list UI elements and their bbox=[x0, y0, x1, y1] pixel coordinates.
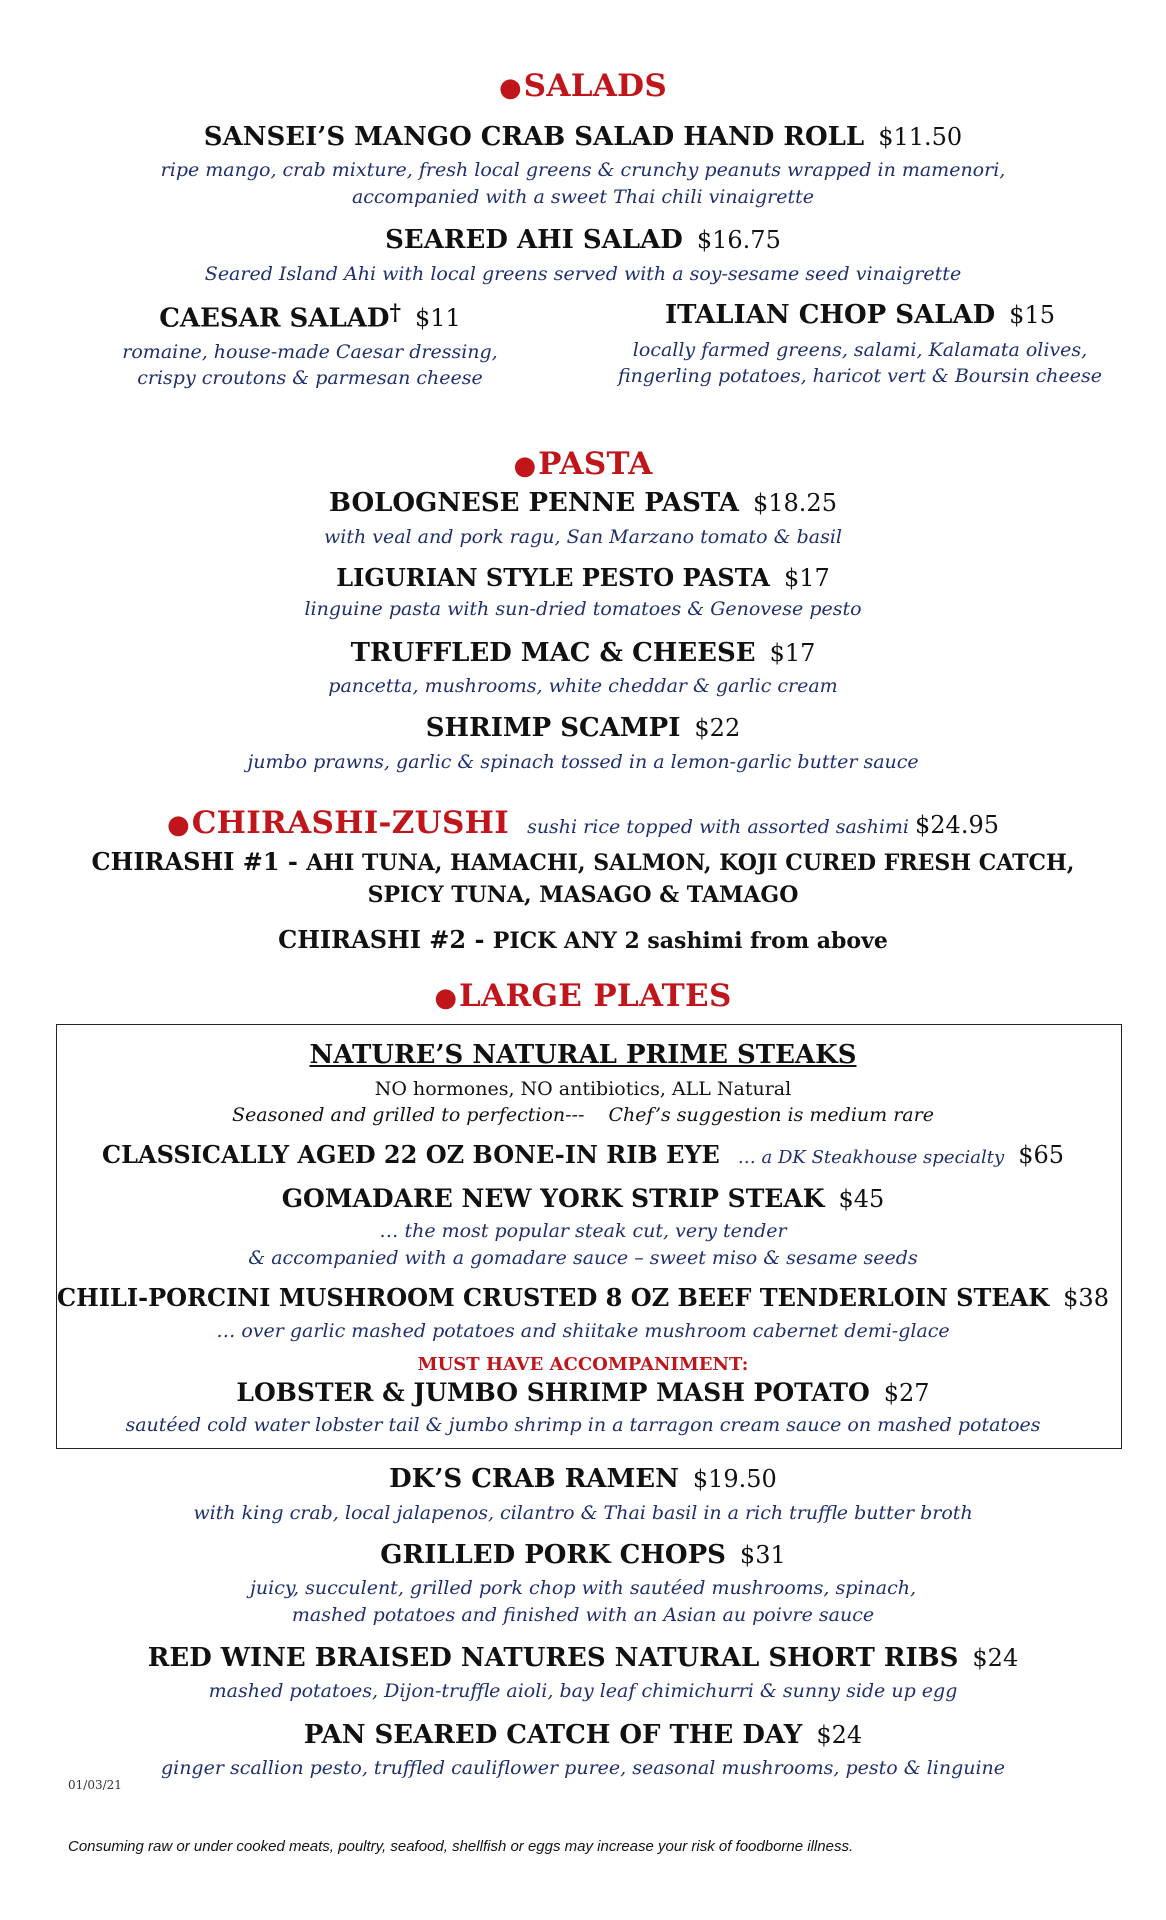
item-price: $65 bbox=[1018, 1141, 1065, 1169]
section-heading-chirashi bbox=[0, 805, 1166, 841]
dagger-icon: † bbox=[389, 300, 401, 326]
item-name: CHILI-PORCINI MUSHROOM CRUSTED 8 OZ BEEF TENDERLOIN STEAK bbox=[57, 1283, 1050, 1312]
item-name: GOMADARE NEW YORK STRIP STEAK bbox=[281, 1184, 825, 1213]
section-title: CHIRASHI-ZUSHI bbox=[191, 805, 510, 841]
section-title: LARGE PLATES bbox=[459, 978, 732, 1014]
item-price: $19.50 bbox=[692, 1465, 777, 1493]
menu-item-mac-cheese bbox=[0, 638, 1166, 668]
section-title: SALADS bbox=[523, 68, 668, 104]
steaks-subtitle: NO hormones, NO antibiotics, ALL Natural bbox=[374, 1078, 792, 1100]
bullet-icon: ● bbox=[434, 983, 458, 1013]
health-disclaimer: Consuming raw or under cooked meats, poultry, seafood, shellfish or eggs may increase your risk of foodborne illness. bbox=[68, 1838, 854, 1855]
item-name: BOLOGNESE PENNE PASTA bbox=[329, 488, 739, 518]
item-price: $27 bbox=[883, 1379, 930, 1407]
item-price: $17 bbox=[769, 639, 816, 667]
menu-item-lobster-mash bbox=[0, 1378, 1166, 1407]
item-name: CLASSICALLY AGED 22 OZ BONE-IN RIB EYE bbox=[101, 1140, 720, 1169]
item-description: linguine pasta with sun-dried tomatoes & Genovese pesto bbox=[304, 598, 862, 620]
menu-item-shrimp-scampi bbox=[0, 713, 1166, 743]
chirashi-one-items-cont: SPICY TUNA, MASAGO & TAMAGO bbox=[367, 882, 799, 908]
item-price: $18.25 bbox=[752, 489, 837, 517]
item-description: mashed potatoes and finished with an Asian au poivre sauce bbox=[291, 1604, 875, 1626]
item-description: sautéed cold water lobster tail & jumbo shrimp in a tarragon cream sauce on mashed potatoes bbox=[125, 1414, 1041, 1436]
item-price: $22 bbox=[694, 714, 741, 742]
item-name: DK’S CRAB RAMEN bbox=[389, 1464, 679, 1494]
item-description: ripe mango, crab mixture, fresh local greens & crunchy peanuts wrapped in mamenori, bbox=[160, 159, 1006, 181]
menu-item-pesto bbox=[0, 563, 1166, 592]
item-description: ginger scallion pesto, truffled cauliflower puree, seasonal mushrooms, pesto & linguine bbox=[160, 1757, 1006, 1779]
section-title: PASTA bbox=[538, 446, 653, 482]
item-price: $11.50 bbox=[878, 123, 963, 151]
menu-item-caesar bbox=[90, 300, 530, 333]
steaks-title bbox=[0, 1040, 1166, 1070]
must-have-label bbox=[0, 1354, 1166, 1375]
chirashi-description: sushi rice topped with assorted sashimi bbox=[527, 816, 910, 838]
chirashi-one-label: CHIRASHI #1 - bbox=[91, 847, 298, 876]
steaks-heading: NATURE’S NATURAL PRIME STEAKS bbox=[309, 1040, 857, 1070]
chirashi-one-items-line2 bbox=[0, 878, 1166, 911]
chirashi-two bbox=[0, 924, 1166, 957]
menu-item-ny-strip bbox=[0, 1184, 1166, 1213]
item-price: $16.75 bbox=[696, 226, 781, 254]
item-name: CAESAR SALAD bbox=[159, 303, 390, 334]
item-name: ITALIAN CHOP SALAD bbox=[665, 300, 996, 330]
item-name: LOBSTER & JUMBO SHRIMP MASH POTATO bbox=[236, 1378, 870, 1407]
menu-item-rib-eye bbox=[0, 1140, 1166, 1169]
menu-item-bolognese bbox=[0, 488, 1166, 518]
chirashi-one bbox=[0, 846, 1166, 879]
item-name: SEARED AHI SALAD bbox=[385, 225, 683, 255]
section-heading-salads bbox=[0, 68, 1166, 104]
menu-item-short-ribs bbox=[0, 1643, 1166, 1673]
chirashi-two-items: PICK ANY 2 sashimi from above bbox=[492, 928, 888, 954]
menu-item-crab-ramen bbox=[0, 1464, 1166, 1494]
chirashi-price: $24.95 bbox=[915, 811, 999, 839]
bullet-icon: ● bbox=[167, 810, 190, 840]
item-description: crispy croutons & parmesan cheese bbox=[137, 367, 483, 389]
item-description: … the most popular steak cut, very tender bbox=[379, 1220, 787, 1242]
item-price: $11 bbox=[414, 304, 461, 333]
menu-item-catch-of-day bbox=[0, 1720, 1166, 1750]
item-description: with veal and pork ragu, San Marzano tomato & basil bbox=[324, 526, 842, 548]
item-description: juicy, succulent, grilled pork chop with sautéed mushrooms, spinach, bbox=[249, 1577, 916, 1599]
item-description: Seared Island Ahi with local greens served with a soy-sesame seed vinaigrette bbox=[204, 263, 962, 285]
item-price: $24 bbox=[816, 1721, 863, 1749]
item-description: with king crab, local jalapenos, cilantro & Thai basil in a rich truffle butter broth bbox=[193, 1502, 973, 1524]
menu-item-mango-crab bbox=[0, 122, 1166, 152]
must-have-text: MUST HAVE ACCOMPANIMENT: bbox=[417, 1354, 749, 1375]
item-name: PAN SEARED CATCH OF THE DAY bbox=[303, 1720, 803, 1750]
item-description: … over garlic mashed potatoes and shiitake mushroom cabernet demi-glace bbox=[216, 1320, 950, 1342]
item-name: RED WINE BRAISED NATURES NATURAL SHORT RIBS bbox=[147, 1643, 959, 1673]
item-name: LIGURIAN STYLE PESTO PASTA bbox=[336, 563, 770, 592]
item-name: SHRIMP SCAMPI bbox=[425, 713, 681, 743]
item-name: SANSEI’S MANGO CRAB SALAD HAND ROLL bbox=[203, 122, 865, 152]
item-description: pancetta, mushrooms, white cheddar & garlic cream bbox=[328, 675, 838, 697]
item-price: $24 bbox=[972, 1644, 1019, 1672]
menu-date: 01/03/21 bbox=[68, 1778, 122, 1792]
item-price: $17 bbox=[783, 564, 830, 592]
bullet-icon: ● bbox=[498, 73, 522, 103]
menu-item-pork-chops bbox=[0, 1540, 1166, 1570]
item-description: & accompanied with a gomadare sauce – sweet miso & sesame seeds bbox=[248, 1247, 918, 1269]
menu-item-seared-ahi bbox=[0, 225, 1166, 255]
item-price: $38 bbox=[1063, 1284, 1109, 1312]
item-name: GRILLED PORK CHOPS bbox=[380, 1540, 726, 1570]
chirashi-two-label: CHIRASHI #2 - bbox=[278, 925, 485, 954]
item-price: $45 bbox=[838, 1185, 885, 1213]
item-description: locally farmed greens, salami, Kalamata olives, bbox=[632, 339, 1088, 361]
steaks-subtitle-2: Seasoned and grilled to perfection--- Chef’s suggestion is medium rare bbox=[232, 1104, 934, 1126]
menu-item-tenderloin bbox=[0, 1283, 1166, 1312]
item-price: $31 bbox=[739, 1541, 786, 1569]
item-price: $15 bbox=[1009, 301, 1055, 329]
item-description: romaine, house-made Caesar dressing, bbox=[122, 341, 498, 363]
item-description: accompanied with a sweet Thai chili vinaigrette bbox=[351, 186, 815, 208]
menu-item-italian-chop bbox=[600, 300, 1120, 330]
section-heading-large-plates bbox=[0, 978, 1166, 1014]
item-name: TRUFFLED MAC & CHEESE bbox=[350, 638, 756, 668]
item-description: fingerling potatoes, haricot vert & Boursin cheese bbox=[617, 365, 1103, 387]
item-description: jumbo prawns, garlic & spinach tossed in a lemon-garlic butter sauce bbox=[247, 751, 919, 773]
bullet-icon: ● bbox=[513, 451, 537, 481]
item-description: mashed potatoes, Dijon-truffle aioli, bay leaf chimichurri & sunny side up egg bbox=[208, 1680, 958, 1702]
item-note: … a DK Steakhouse specialty bbox=[737, 1147, 1005, 1168]
section-heading-pasta bbox=[0, 446, 1166, 482]
chirashi-one-items: AHI TUNA, HAMACHI, SALMON, KOJI CURED FRESH CATCH, bbox=[306, 850, 1075, 876]
